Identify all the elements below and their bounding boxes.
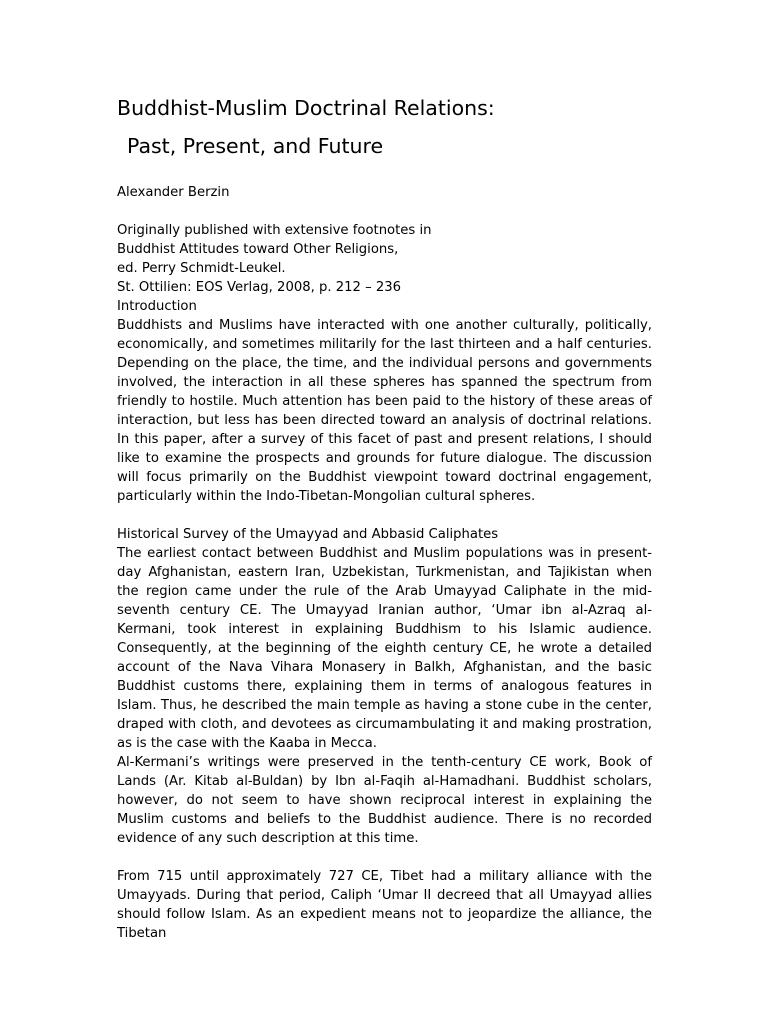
document-title-line-2: Past, Present, and Future (127, 134, 384, 158)
publication-line: Buddhist Attitudes toward Other Religions, (117, 242, 399, 257)
body-paragraph-2: Al-Kermani’s writings were preserved in the tenth-century CE work, Book of Lands (Ar. Kitab al-Buldan) by Ibn al-Faqih al-Hamadhani. Buddhist scholars, however, do not seem to have shown reciprocal interest in explaining the Muslim customs and beliefs to the Buddhist audience. There is no recorded evidence of any such description at this time. (117, 755, 652, 846)
body-paragraph-1: The earliest contact between Buddhist and Muslim populations was in present-day Afghanistan, eastern Iran, Uzbekistan, Turkmenistan, and Tajikistan when the region came under the rule of the Arab Umayyad Caliphate in the mid-seventh century CE. The Umayyad Iranian author, ‘Umar ibn al-Azraq al-Kermani, took interest in explaining Buddhism to his Islamic audience. Consequently, at the beginning of the eighth century CE, he wrote a detailed account of the Nava Vihara Monasery in Balkh, Afghanistan, and the basic Buddhist customs there, explaining them in terms of analogous features in Islam. Thus, he described the main temple as having a stone cube in the center, draped with cloth, and devotees as circumambulating it and making prostration, as is the case with the Kaaba in Mecca. (117, 546, 652, 751)
introduction-heading: Introduction (117, 299, 197, 314)
publication-line: St. Ottilien: EOS Verlag, 2008, p. 212 – 236 (117, 280, 402, 295)
section-heading: Historical Survey of the Umayyad and Abbasid Caliphates (117, 527, 499, 542)
publication-line: ed. Perry Schmidt-Leukel. (117, 261, 286, 276)
document-title-line-1: Buddhist-Muslim Doctrinal Relations: (117, 96, 495, 120)
intro-paragraph: Buddhists and Muslims have interacted with one another culturally, politically, economically, and sometimes militarily for the last thirteen and a half centuries. Depending on the place, the time, and the individual persons and governments involved, the interaction in all these spheres has spanned the spectrum from friendly to hostile. Much attention has been paid to the history of these areas of interaction, but less has been directed toward an analysis of doctrinal relations. In this paper, after a survey of this facet of past and present relations, I should like to examine the prospects and grounds for future dialogue. The discussion will focus primarily on the Buddhist viewpoint toward doctrinal engagement, particularly within the Indo-Tibetan-Mongolian cultural spheres. (117, 318, 652, 504)
publication-line: Originally published with extensive footnotes in (117, 223, 432, 238)
body-paragraph-3: From 715 until approximately 727 CE, Tibet had a military alliance with the Umayyads. During that period, Caliph ‘Umar II decreed that all Umayyad allies should follow Islam. As an expedient means not to jeopardize the alliance, the Tibetan (117, 869, 652, 941)
author-name: Alexander Berzin (117, 185, 230, 200)
publication-info (117, 221, 431, 316)
